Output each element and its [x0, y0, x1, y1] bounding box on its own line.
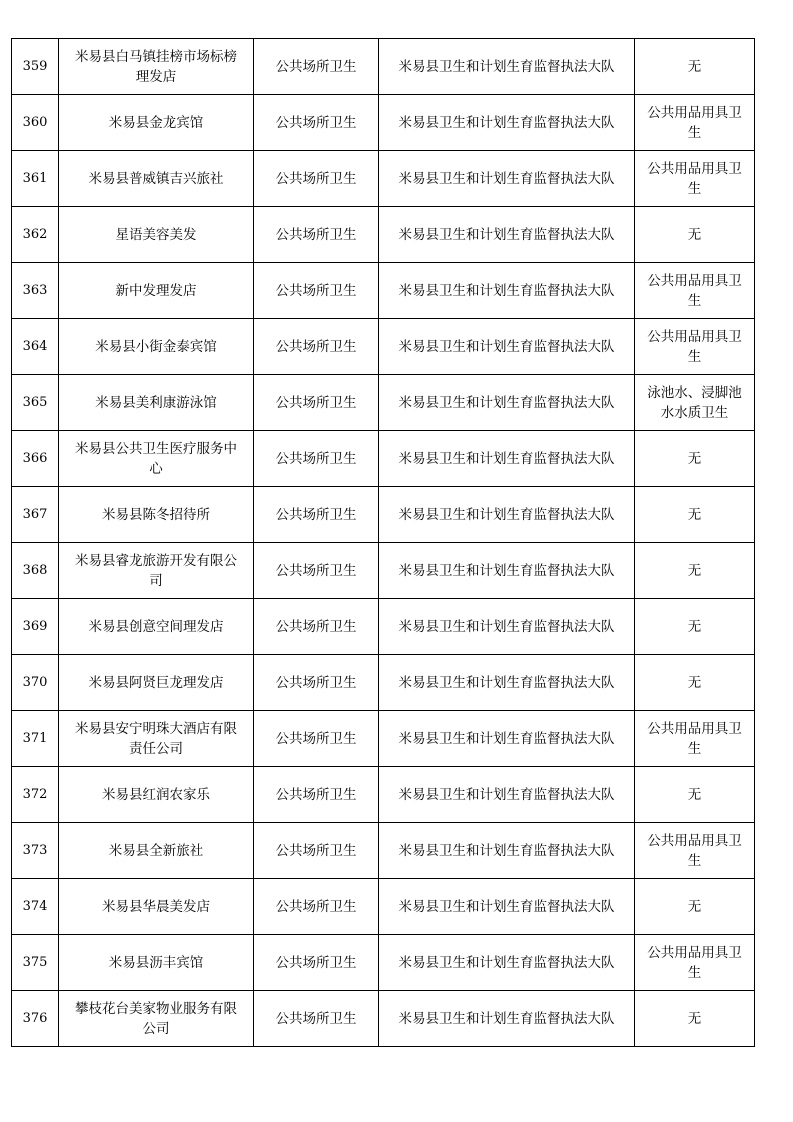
agency-cell: 米易县卫生和计划生育监督执法大队	[379, 431, 635, 487]
table-row	[12, 823, 755, 879]
entity-name-cell: 星语美容美发	[59, 207, 254, 263]
agency-cell: 米易县卫生和计划生育监督执法大队	[379, 823, 635, 879]
table-row	[12, 711, 755, 767]
row-number-cell: 372	[12, 767, 59, 823]
agency-cell: 米易县卫生和计划生育监督执法大队	[379, 95, 635, 151]
issue-cell: 公共用品用具卫生	[635, 935, 755, 991]
entity-name-cell: 米易县美利康游泳馆	[59, 375, 254, 431]
category-cell: 公共场所卫生	[254, 991, 379, 1047]
agency-cell: 米易县卫生和计划生育监督执法大队	[379, 655, 635, 711]
row-number-cell: 375	[12, 935, 59, 991]
agency-cell: 米易县卫生和计划生育监督执法大队	[379, 487, 635, 543]
category-cell: 公共场所卫生	[254, 39, 379, 95]
agency-cell: 米易县卫生和计划生育监督执法大队	[379, 935, 635, 991]
category-cell: 公共场所卫生	[254, 431, 379, 487]
agency-cell: 米易县卫生和计划生育监督执法大队	[379, 39, 635, 95]
issue-cell: 公共用品用具卫生	[635, 151, 755, 207]
table-row	[12, 935, 755, 991]
table-row	[12, 375, 755, 431]
row-number-cell: 376	[12, 991, 59, 1047]
agency-cell: 米易县卫生和计划生育监督执法大队	[379, 767, 635, 823]
issue-cell: 无	[635, 39, 755, 95]
table-body	[12, 39, 755, 1047]
agency-cell: 米易县卫生和计划生育监督执法大队	[379, 263, 635, 319]
issue-cell: 无	[635, 599, 755, 655]
entity-name-cell: 米易县华晨美发店	[59, 879, 254, 935]
issue-cell: 无	[635, 655, 755, 711]
agency-cell: 米易县卫生和计划生育监督执法大队	[379, 319, 635, 375]
entity-name-cell: 米易县沥丰宾馆	[59, 935, 254, 991]
issue-cell: 无	[635, 487, 755, 543]
agency-cell: 米易县卫生和计划生育监督执法大队	[379, 375, 635, 431]
row-number-cell: 366	[12, 431, 59, 487]
category-cell: 公共场所卫生	[254, 375, 379, 431]
agency-cell: 米易县卫生和计划生育监督执法大队	[379, 599, 635, 655]
agency-cell: 米易县卫生和计划生育监督执法大队	[379, 543, 635, 599]
table-row	[12, 95, 755, 151]
entity-name-cell: 米易县全新旅社	[59, 823, 254, 879]
table-row	[12, 263, 755, 319]
table-row	[12, 487, 755, 543]
agency-cell: 米易县卫生和计划生育监督执法大队	[379, 991, 635, 1047]
category-cell: 公共场所卫生	[254, 263, 379, 319]
category-cell: 公共场所卫生	[254, 151, 379, 207]
issue-cell: 公共用品用具卫生	[635, 711, 755, 767]
table-row	[12, 767, 755, 823]
entity-name-cell: 新中发理发店	[59, 263, 254, 319]
issue-cell: 公共用品用具卫生	[635, 319, 755, 375]
category-cell: 公共场所卫生	[254, 655, 379, 711]
category-cell: 公共场所卫生	[254, 207, 379, 263]
category-cell: 公共场所卫生	[254, 95, 379, 151]
row-number-cell: 368	[12, 543, 59, 599]
row-number-cell: 361	[12, 151, 59, 207]
entity-name-cell: 米易县普威镇吉兴旅社	[59, 151, 254, 207]
entity-name-cell: 米易县金龙宾馆	[59, 95, 254, 151]
entity-name-cell: 米易县白马镇挂榜市场标榜理发店	[59, 39, 254, 95]
category-cell: 公共场所卫生	[254, 487, 379, 543]
entity-name-cell: 米易县小街金泰宾馆	[59, 319, 254, 375]
row-number-cell: 365	[12, 375, 59, 431]
category-cell: 公共场所卫生	[254, 879, 379, 935]
table-row	[12, 655, 755, 711]
table-row	[12, 879, 755, 935]
row-number-cell: 373	[12, 823, 59, 879]
row-number-cell: 362	[12, 207, 59, 263]
category-cell: 公共场所卫生	[254, 823, 379, 879]
issue-cell: 公共用品用具卫生	[635, 95, 755, 151]
category-cell: 公共场所卫生	[254, 319, 379, 375]
issue-cell: 无	[635, 543, 755, 599]
table-row	[12, 319, 755, 375]
row-number-cell: 371	[12, 711, 59, 767]
agency-cell: 米易县卫生和计划生育监督执法大队	[379, 151, 635, 207]
issue-cell: 无	[635, 207, 755, 263]
issue-cell: 无	[635, 879, 755, 935]
category-cell: 公共场所卫生	[254, 543, 379, 599]
row-number-cell: 370	[12, 655, 59, 711]
entity-name-cell: 攀枝花台美家物业服务有限公司	[59, 991, 254, 1047]
entity-name-cell: 米易县创意空间理发店	[59, 599, 254, 655]
table-row	[12, 207, 755, 263]
row-number-cell: 359	[12, 39, 59, 95]
issue-cell: 无	[635, 991, 755, 1047]
inspection-table	[11, 38, 755, 1047]
category-cell: 公共场所卫生	[254, 599, 379, 655]
issue-cell: 公共用品用具卫生	[635, 823, 755, 879]
entity-name-cell: 米易县陈冬招待所	[59, 487, 254, 543]
table-row	[12, 991, 755, 1047]
entity-name-cell: 米易县睿龙旅游开发有限公司	[59, 543, 254, 599]
entity-name-cell: 米易县红润农家乐	[59, 767, 254, 823]
table-row	[12, 151, 755, 207]
agency-cell: 米易县卫生和计划生育监督执法大队	[379, 879, 635, 935]
table-row	[12, 431, 755, 487]
row-number-cell: 363	[12, 263, 59, 319]
category-cell: 公共场所卫生	[254, 767, 379, 823]
table-row	[12, 39, 755, 95]
category-cell: 公共场所卫生	[254, 935, 379, 991]
entity-name-cell: 米易县公共卫生医疗服务中心	[59, 431, 254, 487]
table-row	[12, 543, 755, 599]
issue-cell: 无	[635, 431, 755, 487]
category-cell: 公共场所卫生	[254, 711, 379, 767]
entity-name-cell: 米易县安宁明珠大酒店有限责任公司	[59, 711, 254, 767]
row-number-cell: 367	[12, 487, 59, 543]
agency-cell: 米易县卫生和计划生育监督执法大队	[379, 207, 635, 263]
row-number-cell: 360	[12, 95, 59, 151]
issue-cell: 无	[635, 767, 755, 823]
entity-name-cell: 米易县阿贤巨龙理发店	[59, 655, 254, 711]
agency-cell: 米易县卫生和计划生育监督执法大队	[379, 711, 635, 767]
table-row	[12, 599, 755, 655]
issue-cell: 泳池水、浸脚池水水质卫生	[635, 375, 755, 431]
row-number-cell: 369	[12, 599, 59, 655]
row-number-cell: 374	[12, 879, 59, 935]
row-number-cell: 364	[12, 319, 59, 375]
issue-cell: 公共用品用具卫生	[635, 263, 755, 319]
